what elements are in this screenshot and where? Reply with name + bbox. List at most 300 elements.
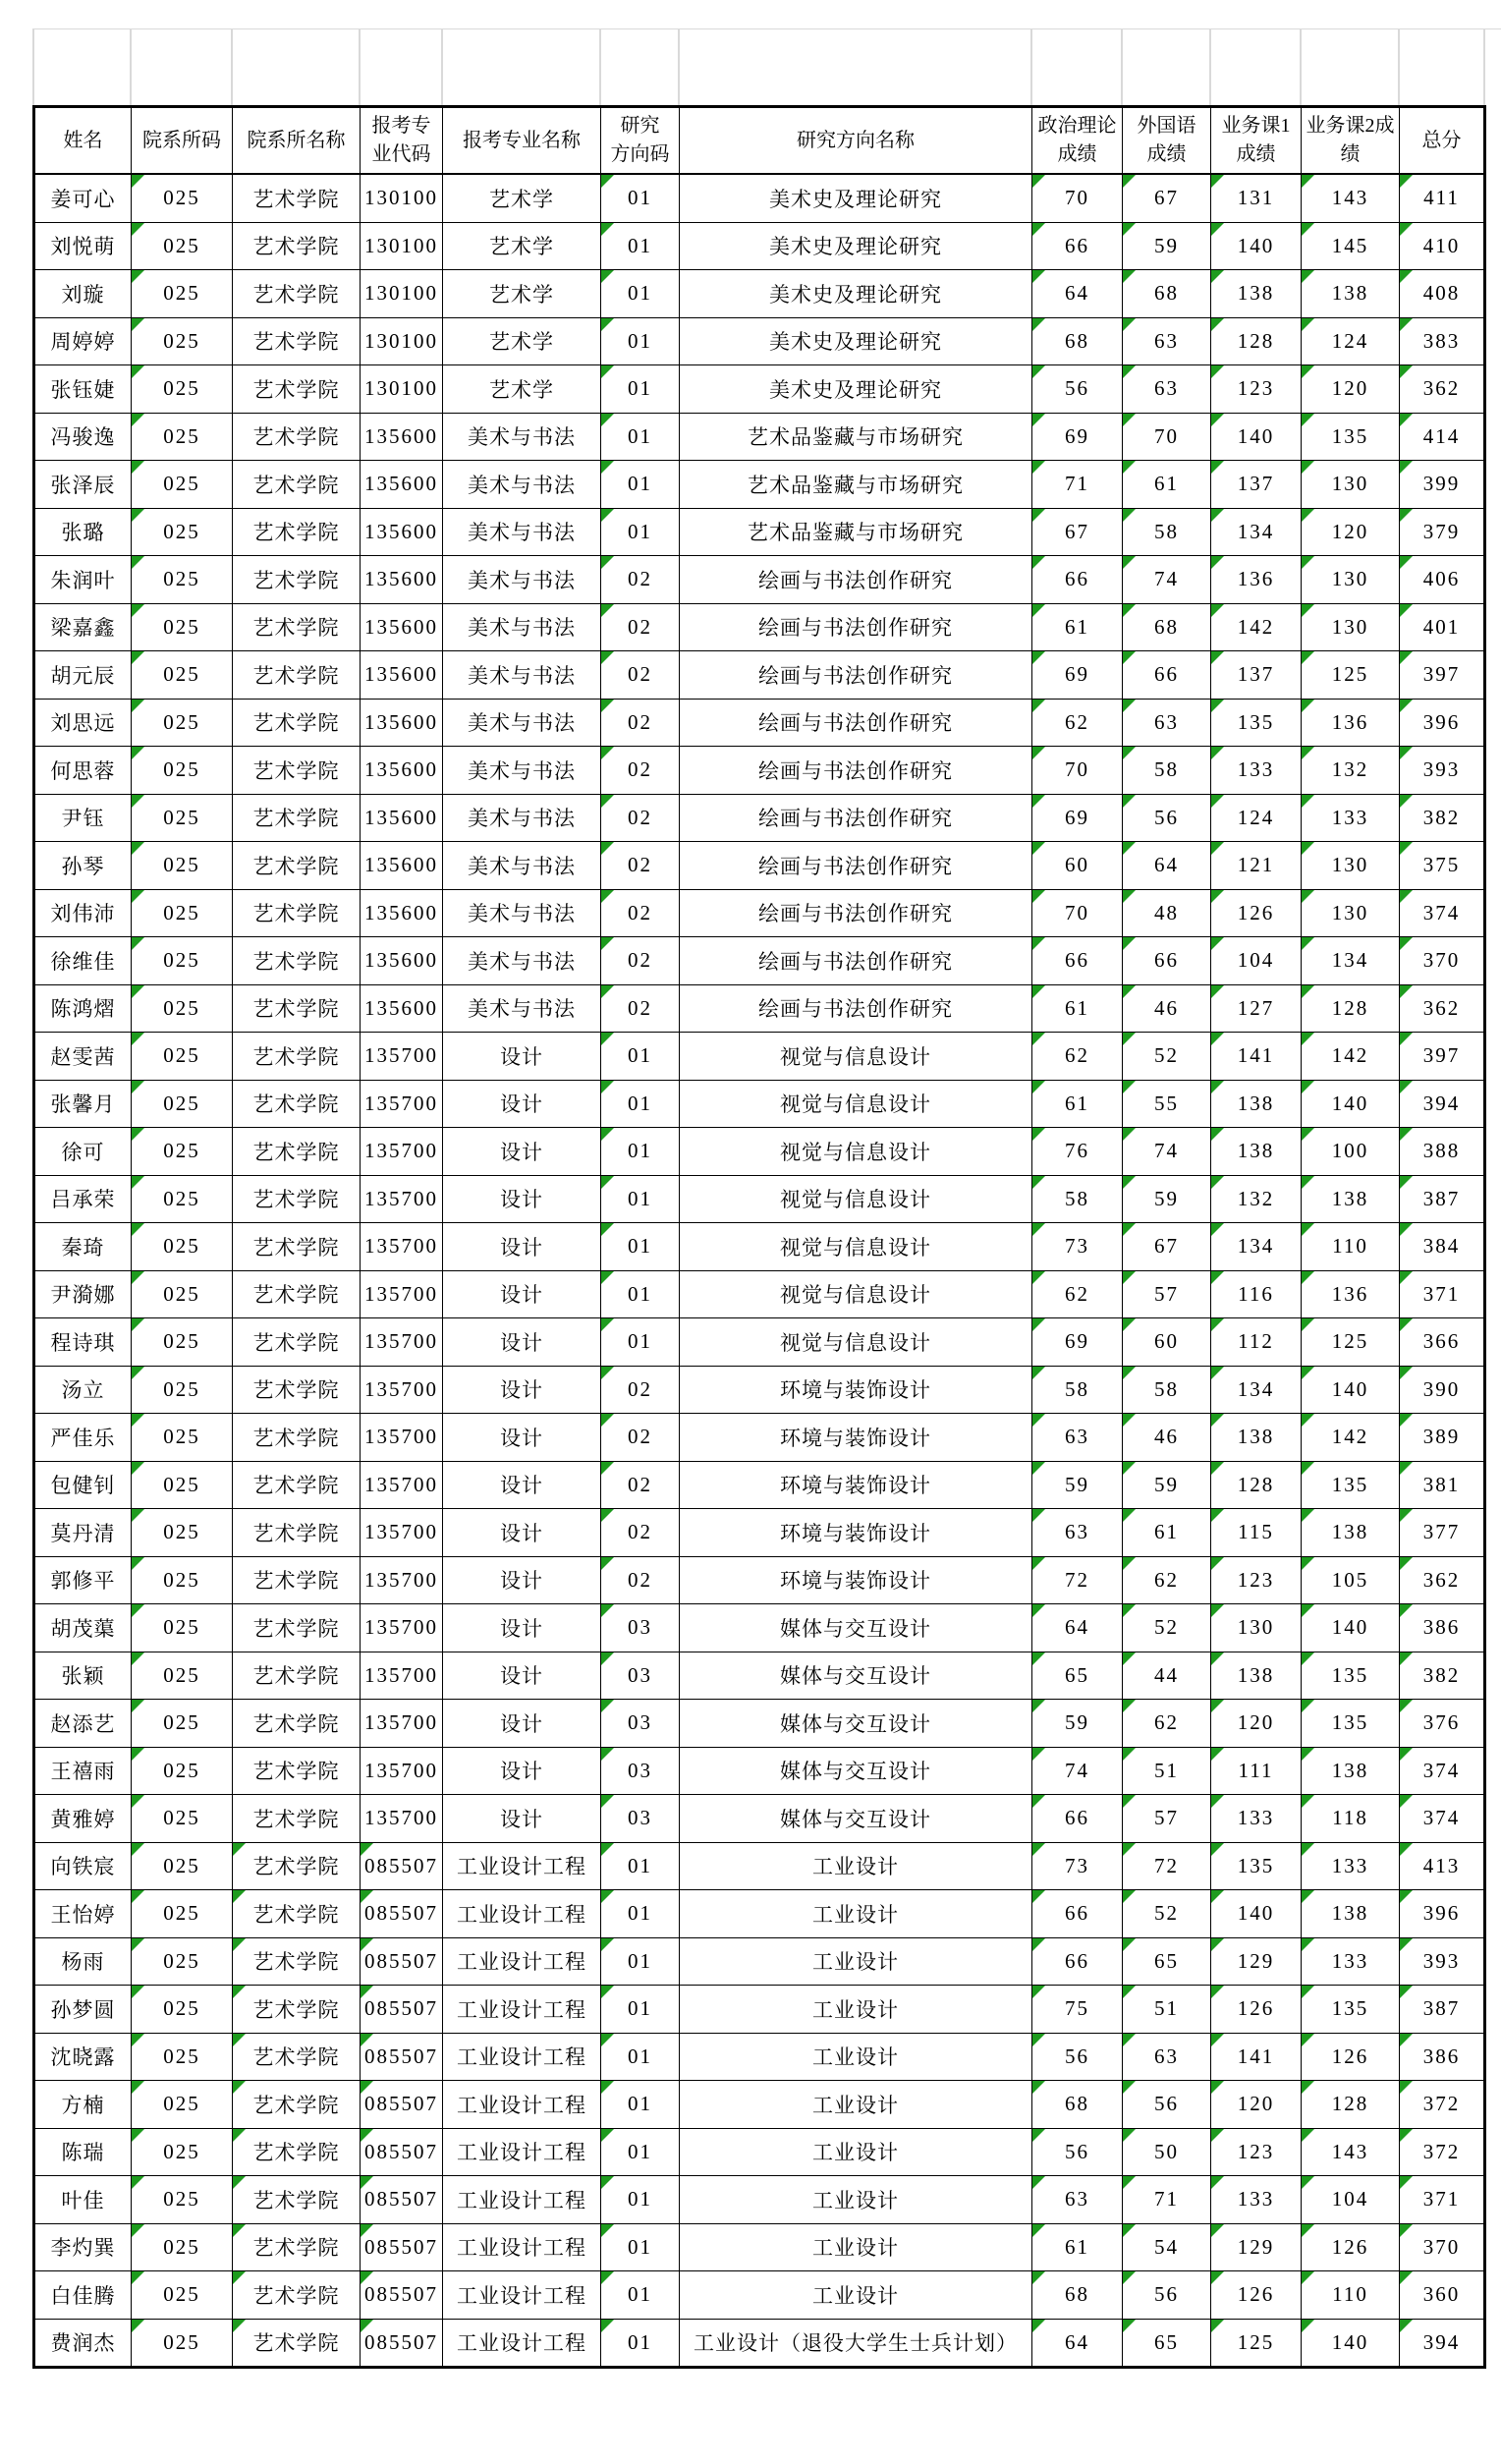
cell-foreign_lang <box>1123 2033 1211 2081</box>
cell-value: 66 <box>1065 948 1089 973</box>
cell-value: 135600 <box>364 423 438 448</box>
green-triangle-icon <box>1211 1271 1224 1284</box>
cell-dir_code <box>601 461 680 509</box>
cell-value: 70 <box>1154 423 1179 448</box>
cell-value: 370 <box>1422 948 1461 973</box>
cell-value: 64 <box>1065 1615 1089 1640</box>
cell-value: 70 <box>1065 186 1089 210</box>
cell-value: 025 <box>163 1329 200 1354</box>
cell-dir_name <box>680 937 1032 985</box>
cell-value: 03 <box>628 1806 652 1830</box>
cell-dept_name <box>233 842 361 890</box>
cell-value: 68 <box>1065 2092 1089 2116</box>
green-triangle-icon <box>1032 509 1045 522</box>
green-triangle-icon <box>1211 1462 1224 1475</box>
cell-course1 <box>1211 270 1302 318</box>
cell-dept_name <box>233 1700 361 1748</box>
green-triangle-icon <box>1032 1367 1045 1379</box>
cell-dir_code <box>601 1414 680 1462</box>
cell-name <box>34 1509 132 1557</box>
cell-value: 115 <box>1238 1520 1274 1544</box>
cell-total <box>1400 1080 1485 1128</box>
cell-foreign_lang <box>1123 1937 1211 1986</box>
cell-dept_code <box>132 1747 233 1795</box>
green-triangle-icon <box>1032 1081 1045 1093</box>
cell-value: 56 <box>1154 805 1179 829</box>
cell-dir_name <box>680 1747 1032 1795</box>
green-triangle-icon <box>1032 461 1045 474</box>
table-row <box>34 2128 1485 2176</box>
green-triangle-icon <box>1400 1557 1413 1570</box>
cell-value: 130100 <box>364 281 438 306</box>
cell-value: 135600 <box>364 709 438 734</box>
green-triangle-icon <box>1123 1367 1136 1379</box>
cell-major_code <box>361 1604 443 1652</box>
cell-politics <box>1032 1223 1123 1271</box>
green-triangle-icon <box>1032 1986 1045 1998</box>
cell-value: 工业设计 <box>812 2236 899 2261</box>
cell-major_name <box>443 1080 601 1128</box>
cell-value: 135700 <box>364 1139 438 1163</box>
cell-foreign_lang <box>1123 1366 1211 1414</box>
cell-major_name <box>443 699 601 747</box>
cell-value: 372 <box>1422 2092 1461 2116</box>
cell-name <box>34 1890 132 1938</box>
cell-value: 64 <box>1154 853 1179 877</box>
cell-dept_name <box>233 2176 361 2224</box>
cell-value: 莫丹清 <box>50 1521 116 1545</box>
cell-value: 136 <box>1331 709 1369 734</box>
cell-dept_code <box>132 2271 233 2320</box>
cell-value: 135 <box>1237 1853 1275 1877</box>
cell-value: 138 <box>1331 1186 1369 1210</box>
green-triangle-icon <box>361 2081 373 2094</box>
green-triangle-icon <box>132 1938 144 1951</box>
cell-value: 46 <box>1154 1425 1179 1449</box>
green-triangle-icon <box>1302 2176 1314 2189</box>
cell-foreign_lang <box>1123 1604 1211 1652</box>
cell-foreign_lang <box>1123 2223 1211 2271</box>
cell-total <box>1400 365 1485 414</box>
cell-politics <box>1032 2319 1123 2368</box>
cell-course2 <box>1302 317 1400 365</box>
green-triangle-icon <box>361 1890 373 1903</box>
cell-value: 67 <box>1065 519 1089 543</box>
cell-value: 艺术品鉴藏与市场研究 <box>748 425 964 450</box>
cell-value: 艺术学院 <box>252 1616 340 1641</box>
cell-value: 02 <box>628 1472 652 1496</box>
cell-foreign_lang <box>1123 317 1211 365</box>
cell-value: 66 <box>1065 233 1089 257</box>
cell-value: 57 <box>1154 1281 1179 1306</box>
cell-total <box>1400 603 1485 651</box>
green-triangle-icon <box>1400 223 1413 236</box>
cell-foreign_lang <box>1123 365 1211 414</box>
cell-value: 75 <box>1065 1996 1089 2021</box>
cell-dir_code <box>601 1080 680 1128</box>
cell-major_code <box>361 1080 443 1128</box>
cell-value: 张璐 <box>61 521 105 545</box>
cell-value: 艺术学院 <box>252 187 340 211</box>
cell-value: 艺术学院 <box>252 1664 340 1689</box>
cell-major_name <box>443 1270 601 1318</box>
cell-value: 艺术品鉴藏与市场研究 <box>748 473 964 497</box>
green-triangle-icon <box>1400 270 1413 283</box>
green-triangle-icon <box>1211 842 1224 855</box>
cell-major_code <box>361 317 443 365</box>
cell-politics <box>1032 1795 1123 1843</box>
green-triangle-icon <box>361 1843 373 1856</box>
cell-foreign_lang <box>1123 1652 1211 1700</box>
cell-value: 133 <box>1331 805 1369 829</box>
green-triangle-icon <box>1032 2320 1045 2332</box>
cell-name <box>34 1270 132 1318</box>
cell-value: 135700 <box>364 1234 438 1259</box>
green-triangle-icon <box>132 365 144 378</box>
cell-foreign_lang <box>1123 1223 1211 1271</box>
cell-value: 艺术学院 <box>252 1140 340 1164</box>
cell-dir_code <box>601 2176 680 2224</box>
cell-value: 129 <box>1237 1948 1275 1973</box>
cell-major_code <box>361 1652 443 1700</box>
cell-major_name <box>443 2176 601 2224</box>
cell-course2 <box>1302 2176 1400 2224</box>
cell-value: 王怡婷 <box>50 1902 116 1927</box>
cell-value: 绘画与书法创作研究 <box>758 854 953 878</box>
cell-politics <box>1032 651 1123 700</box>
green-triangle-icon <box>132 700 144 712</box>
cell-value: 129 <box>1237 2234 1275 2259</box>
cell-dept_name <box>233 174 361 222</box>
green-triangle-icon <box>1400 318 1413 331</box>
cell-value: 媒体与交互设计 <box>780 1760 931 1784</box>
green-triangle-icon <box>1302 175 1314 188</box>
cell-value: 黄雅婷 <box>50 1807 116 1831</box>
cell-major_code <box>361 2081 443 2129</box>
cell-value: 01 <box>628 376 652 401</box>
cell-value: 环境与装饰设计 <box>780 1378 931 1403</box>
cell-value: 工业设计 <box>812 2045 899 2070</box>
cell-total <box>1400 889 1485 937</box>
cell-total <box>1400 1414 1485 1462</box>
cell-total <box>1400 2223 1485 2271</box>
cell-value: 68 <box>1065 328 1089 353</box>
cell-value: 艺术学院 <box>252 1378 340 1403</box>
cell-dept_name <box>233 2271 361 2320</box>
cell-value: 120 <box>1331 376 1369 401</box>
cell-value: 01 <box>628 2092 652 2116</box>
green-triangle-icon <box>1400 1795 1413 1808</box>
cell-value: 025 <box>163 2139 200 2163</box>
cell-value: 67 <box>1154 186 1179 210</box>
cell-dept_code <box>132 889 233 937</box>
gridline <box>1300 29 1302 106</box>
cell-value: 设计 <box>500 1235 543 1260</box>
green-triangle-icon <box>1302 700 1314 712</box>
cell-course1 <box>1211 747 1302 795</box>
cell-value: 135700 <box>364 1806 438 1830</box>
cell-dir_code <box>601 1175 680 1223</box>
cell-value: 44 <box>1154 1662 1179 1687</box>
cell-value: 085507 <box>364 1901 438 1926</box>
cell-major_code <box>361 2128 443 2176</box>
cell-dir_name <box>680 842 1032 890</box>
cell-value: 61 <box>1154 1520 1179 1544</box>
green-triangle-icon <box>1032 2081 1045 2094</box>
cell-value: 085507 <box>364 2187 438 2212</box>
cell-value: 艺术学院 <box>252 1044 340 1069</box>
cell-foreign_lang <box>1123 2081 1211 2129</box>
green-triangle-icon <box>1123 1700 1136 1712</box>
cell-course1 <box>1211 1414 1302 1462</box>
cell-major_name <box>443 889 601 937</box>
cell-value: 025 <box>163 709 200 734</box>
green-triangle-icon <box>132 509 144 522</box>
cell-value: 艺术学院 <box>252 663 340 688</box>
cell-value: 63 <box>1154 376 1179 401</box>
cell-value: 362 <box>1422 1567 1461 1592</box>
cell-major_code <box>361 413 443 461</box>
green-triangle-icon <box>1400 414 1413 426</box>
cell-value: 126 <box>1331 2234 1369 2259</box>
cell-course1 <box>1211 2223 1302 2271</box>
green-triangle-icon <box>233 1938 246 1951</box>
cell-dept_code <box>132 270 233 318</box>
cell-dept_name <box>233 2081 361 2129</box>
table-row <box>34 2319 1485 2368</box>
cell-value: 62 <box>1154 1567 1179 1592</box>
cell-politics <box>1032 1128 1123 1176</box>
cell-value: 01 <box>628 2044 652 2068</box>
cell-dept_name <box>233 2319 361 2368</box>
gridline <box>1398 29 1400 106</box>
cell-dir_name <box>680 699 1032 747</box>
cell-value: 设计 <box>500 1330 543 1355</box>
cell-course2 <box>1302 2081 1400 2129</box>
cell-value: 视觉与信息设计 <box>780 1092 931 1117</box>
cell-total <box>1400 1986 1485 2034</box>
green-triangle-icon <box>1032 1176 1045 1189</box>
green-triangle-icon <box>132 1271 144 1284</box>
cell-value: 025 <box>163 472 200 496</box>
green-triangle-icon <box>233 2320 246 2332</box>
gridline <box>1483 29 1485 106</box>
cell-value: 411 <box>1423 186 1460 210</box>
green-triangle-icon <box>1302 2034 1314 2046</box>
table-row <box>34 889 1485 937</box>
green-triangle-icon <box>1032 1700 1045 1712</box>
cell-value: 白佳腾 <box>50 2283 116 2308</box>
cell-name <box>34 1652 132 1700</box>
cell-major_code <box>361 1842 443 1890</box>
cell-total <box>1400 1795 1485 1843</box>
cell-value: 沈晓露 <box>50 2045 116 2070</box>
cell-value: 130 <box>1331 900 1369 924</box>
cell-dept_code <box>132 1604 233 1652</box>
cell-dir_code <box>601 842 680 890</box>
cell-foreign_lang <box>1123 2271 1211 2320</box>
table-row <box>34 413 1485 461</box>
cell-value: 01 <box>628 2187 652 2212</box>
cell-name <box>34 317 132 365</box>
cell-value: 王禧雨 <box>50 1760 116 1784</box>
cell-course2 <box>1302 699 1400 747</box>
cell-value: 美术与书法 <box>468 473 576 497</box>
cell-course2 <box>1302 1652 1400 1700</box>
cell-foreign_lang <box>1123 794 1211 842</box>
cell-dir_name <box>680 1175 1032 1223</box>
cell-value: 377 <box>1422 1520 1461 1544</box>
green-triangle-icon <box>1400 1890 1413 1903</box>
green-triangle-icon <box>233 2224 246 2237</box>
cell-major_code <box>361 651 443 700</box>
cell-value: 工业设计 <box>812 1950 899 1975</box>
cell-value: 130100 <box>364 233 438 257</box>
green-triangle-icon <box>1302 1748 1314 1761</box>
cell-dept_name <box>233 794 361 842</box>
green-triangle-icon <box>601 1748 614 1761</box>
cell-value: 62 <box>1065 1043 1089 1068</box>
cell-major_name <box>443 2033 601 2081</box>
cell-dept_code <box>132 1033 233 1081</box>
cell-dir_name <box>680 174 1032 222</box>
cell-dept_code <box>132 1556 233 1604</box>
cell-value: 025 <box>163 995 200 1020</box>
cell-value: 393 <box>1422 1948 1461 1973</box>
cell-value: 工业设计 <box>812 2188 899 2212</box>
cell-value: 025 <box>163 1139 200 1163</box>
cell-value: 绘画与书法创作研究 <box>758 758 953 783</box>
cell-name <box>34 2319 132 2368</box>
cell-value: 姜可心 <box>50 187 116 211</box>
table-row <box>34 1318 1485 1367</box>
green-triangle-icon <box>1211 700 1224 712</box>
cell-total <box>1400 842 1485 890</box>
cell-value: 126 <box>1237 2282 1275 2307</box>
cell-value: 环境与装饰设计 <box>780 1426 931 1450</box>
cell-value: 艺术学院 <box>252 1092 340 1117</box>
green-triangle-icon <box>1211 175 1224 188</box>
cell-dir_name <box>680 1986 1032 2034</box>
cell-major_code <box>361 747 443 795</box>
cell-dir_code <box>601 1937 680 1986</box>
cell-value: 52 <box>1154 1043 1179 1068</box>
cell-name <box>34 747 132 795</box>
cell-value: 02 <box>628 1376 652 1401</box>
cell-foreign_lang <box>1123 1795 1211 1843</box>
green-triangle-icon <box>1302 1986 1314 1998</box>
cell-name <box>34 508 132 556</box>
cell-course2 <box>1302 984 1400 1033</box>
cell-value: 64 <box>1065 281 1089 306</box>
cell-value: 朱润叶 <box>50 568 116 592</box>
cell-value: 74 <box>1065 1758 1089 1782</box>
cell-value: 360 <box>1422 2282 1461 2307</box>
cell-value: 视觉与信息设计 <box>780 1235 931 1260</box>
cell-value: 025 <box>163 1091 200 1115</box>
green-triangle-icon <box>601 1081 614 1093</box>
green-triangle-icon <box>1211 985 1224 998</box>
cell-value: 工业设计工程 <box>457 2093 586 2117</box>
cell-value: 美术与书法 <box>468 425 576 450</box>
green-triangle-icon <box>361 1938 373 1951</box>
cell-dir_code <box>601 1986 680 2034</box>
cell-value: 62 <box>1065 709 1089 734</box>
cell-politics <box>1032 461 1123 509</box>
cell-value: 387 <box>1422 1186 1461 1210</box>
cell-value: 025 <box>163 1662 200 1687</box>
cell-value: 美术与书法 <box>468 807 576 831</box>
table-row <box>34 2271 1485 2320</box>
cell-value: 01 <box>628 1901 652 1926</box>
cell-course2 <box>1302 1986 1400 2034</box>
cell-dept_code <box>132 1842 233 1890</box>
cell-total <box>1400 1509 1485 1557</box>
cell-total <box>1400 699 1485 747</box>
green-triangle-icon <box>601 890 614 903</box>
cell-course1 <box>1211 1986 1302 2034</box>
cell-major_code <box>361 984 443 1033</box>
cell-value: 绘画与书法创作研究 <box>758 997 953 1022</box>
green-triangle-icon <box>1302 937 1314 950</box>
green-triangle-icon <box>1400 1318 1413 1331</box>
cell-name <box>34 461 132 509</box>
green-triangle-icon <box>1211 2176 1224 2189</box>
cell-value: 59 <box>1154 1472 1179 1496</box>
cell-value: 工业设计工程 <box>457 2045 586 2070</box>
green-triangle-icon <box>1123 890 1136 903</box>
cell-major_code <box>361 174 443 222</box>
cell-dept_name <box>233 1033 361 1081</box>
green-triangle-icon <box>132 1604 144 1617</box>
cell-dir_name <box>680 1080 1032 1128</box>
cell-value: 艺术学院 <box>252 568 340 592</box>
green-triangle-icon <box>1032 1652 1045 1665</box>
cell-dept_code <box>132 1318 233 1367</box>
table-row <box>34 1270 1485 1318</box>
cell-value: 工业设计工程 <box>457 1997 586 2022</box>
cell-value: 张颖 <box>61 1664 105 1689</box>
cell-dept_name <box>233 1175 361 1223</box>
cell-value: 025 <box>163 805 200 829</box>
cell-value: 383 <box>1422 328 1461 353</box>
cell-value: 51 <box>1154 1996 1179 2021</box>
cell-dir_name <box>680 1604 1032 1652</box>
green-triangle-icon <box>132 1033 144 1045</box>
cell-name <box>34 699 132 747</box>
cell-value: 025 <box>163 1376 200 1401</box>
cell-name <box>34 603 132 651</box>
cell-value: 01 <box>628 2139 652 2163</box>
cell-value: 134 <box>1331 948 1369 973</box>
cell-dept_code <box>132 2081 233 2129</box>
cell-value: 刘璇 <box>61 282 105 307</box>
cell-value: 135700 <box>364 1662 438 1687</box>
cell-value: 01 <box>628 1948 652 1973</box>
cell-major_code <box>361 1366 443 1414</box>
cell-total <box>1400 1366 1485 1414</box>
cell-course1 <box>1211 413 1302 461</box>
cell-value: 132 <box>1237 1186 1275 1210</box>
green-triangle-icon <box>132 1367 144 1379</box>
cell-value: 56 <box>1065 376 1089 401</box>
cell-name <box>34 365 132 414</box>
cell-dir_name <box>680 1890 1032 1938</box>
cell-value: 美术与书法 <box>468 521 576 545</box>
green-triangle-icon <box>1123 1318 1136 1331</box>
cell-dir_code <box>601 1747 680 1795</box>
cell-value: 394 <box>1422 1091 1461 1115</box>
